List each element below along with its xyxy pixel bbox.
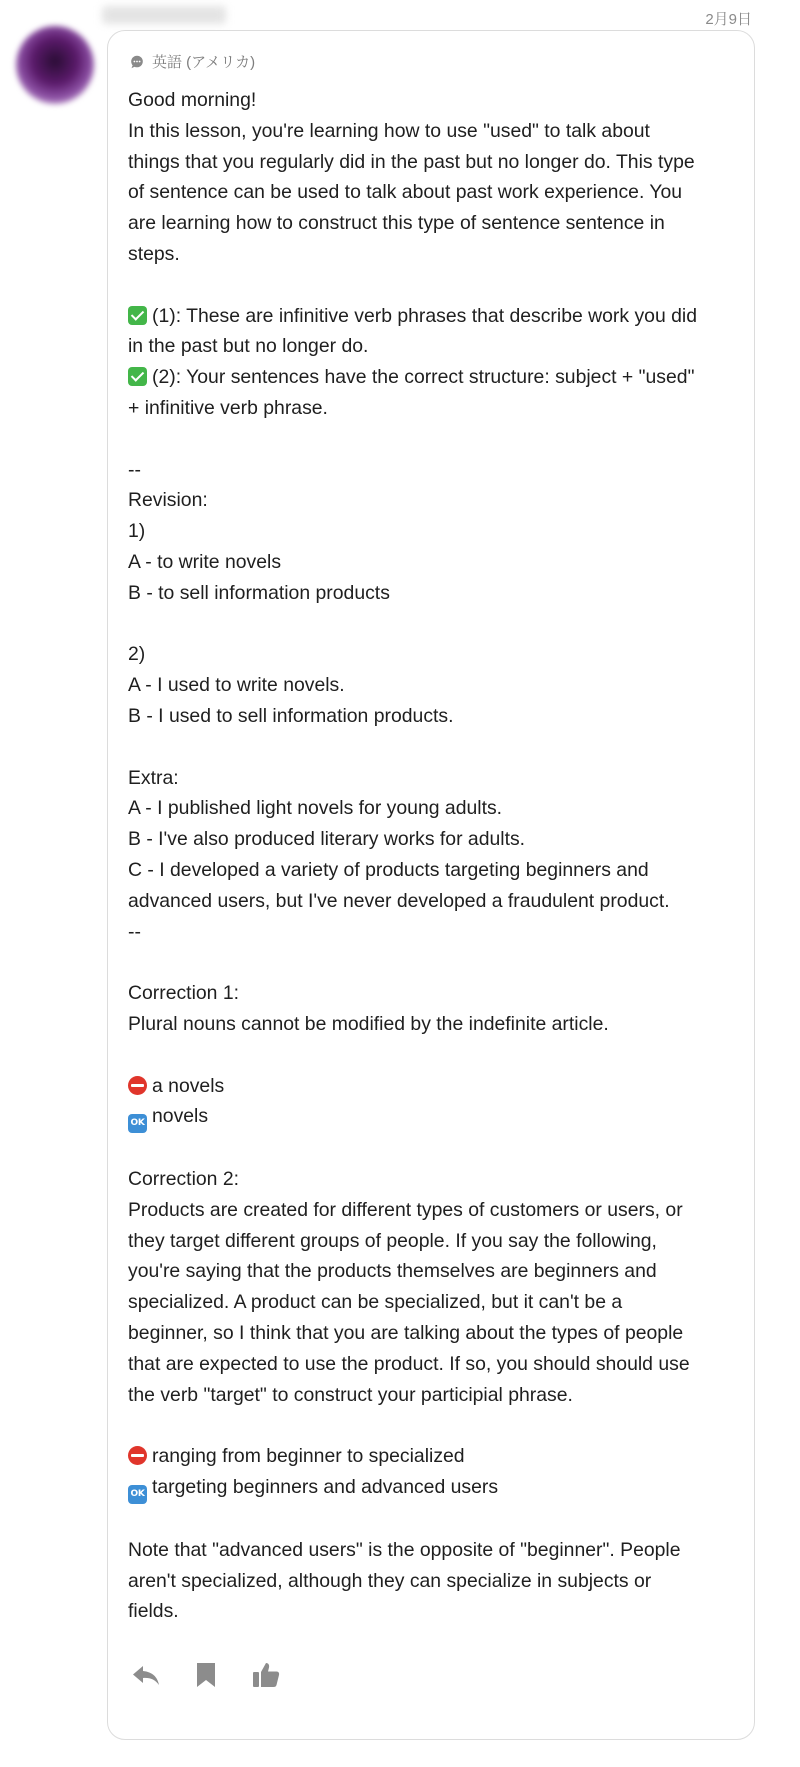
incorrect-example bbox=[128, 1441, 740, 1472]
body-line: A - I published light novels for young adults. bbox=[128, 797, 503, 820]
body-line: In this lesson, you're learning how to use "used" to talk about bbox=[128, 119, 650, 142]
body-line: aren't specialized, although they can specialize in subjects or bbox=[128, 1569, 652, 1592]
body-line: -- bbox=[128, 920, 141, 943]
body-line: that are expected to use the product. If so, you should should use bbox=[128, 1352, 690, 1375]
body-line: C - I developed a variety of products targeting beginners and bbox=[128, 858, 649, 881]
body-line: Revision: bbox=[128, 489, 208, 512]
blank-line bbox=[128, 424, 740, 455]
correct-example bbox=[128, 1472, 740, 1504]
check-mark-icon bbox=[128, 367, 147, 386]
like-button[interactable] bbox=[250, 1659, 282, 1691]
body-line: 2) bbox=[128, 643, 146, 666]
body-line: steps. bbox=[128, 242, 180, 265]
body-line: B - I've also produced literary works for adults. bbox=[128, 828, 526, 851]
ok-icon: OK bbox=[128, 1485, 147, 1504]
avatar[interactable] bbox=[16, 26, 94, 104]
body-line: 1) bbox=[128, 520, 146, 543]
body-line: are learning how to construct this type of sentence sentence in bbox=[128, 212, 665, 235]
body-line: (2): Your sentences have the correct structure: subject + "used" bbox=[152, 366, 695, 389]
incorrect-example bbox=[128, 1071, 740, 1102]
speech-bubble-icon bbox=[130, 55, 144, 69]
body-line: Good morning! bbox=[128, 89, 257, 111]
body-line: Correction 2: bbox=[128, 1168, 240, 1191]
body-line: specialized. A product can be specialized, but it can't be a bbox=[128, 1291, 623, 1314]
blank-line bbox=[128, 1133, 740, 1164]
body-line: B - I used to sell information products. bbox=[128, 704, 454, 727]
language-label: 英語 (アメリカ) bbox=[152, 54, 256, 71]
no-entry-icon bbox=[128, 1076, 147, 1095]
no-entry-icon bbox=[128, 1446, 147, 1465]
blank-line bbox=[128, 609, 740, 640]
thumbs-up-icon bbox=[250, 1659, 282, 1691]
body-line: things that you regularly did in the past but no longer do. This type bbox=[128, 150, 695, 173]
message-card bbox=[107, 30, 755, 1740]
ok-icon: OK bbox=[128, 1114, 147, 1133]
check-mark-icon bbox=[128, 306, 147, 325]
body-line: Correction 1: bbox=[128, 982, 240, 1005]
body-line: in the past but no longer do. bbox=[128, 335, 369, 358]
bookmark-icon bbox=[190, 1659, 222, 1691]
body-line: beginner, so I think that you are talking about the types of people bbox=[128, 1322, 684, 1345]
body-line: Extra: bbox=[128, 766, 179, 789]
body-line: B - to sell information products bbox=[128, 581, 390, 604]
body-line: Note that "advanced users" is the opposite of "beginner". People bbox=[128, 1538, 681, 1561]
blank-line bbox=[128, 1504, 740, 1535]
body-line: Products are created for different types of customers or users, or bbox=[128, 1198, 683, 1221]
body-line: A - I used to write novels. bbox=[128, 674, 345, 697]
body-line: ranging from beginner to specialized bbox=[152, 1445, 465, 1468]
body-line: A - to write novels bbox=[128, 550, 282, 573]
body-line: advanced users, but I've never developed a fraudulent product. bbox=[128, 889, 670, 912]
body-line: they target different groups of people. If you say the following, bbox=[128, 1229, 657, 1252]
action-bar bbox=[130, 1659, 282, 1691]
body-line: the verb "target" to construct your participial phrase. bbox=[128, 1383, 573, 1406]
blank-line bbox=[128, 270, 740, 301]
blank-line bbox=[128, 1040, 740, 1071]
body-line: of sentence can be used to talk about past work experience. You bbox=[128, 181, 683, 204]
blank-line bbox=[128, 947, 740, 978]
language-tag bbox=[130, 51, 255, 72]
correct-example bbox=[128, 1101, 740, 1133]
blank-line bbox=[128, 732, 740, 763]
body-line: + infinitive verb phrase. bbox=[128, 396, 328, 419]
reply-button[interactable] bbox=[130, 1659, 162, 1691]
reply-icon bbox=[130, 1659, 162, 1691]
body-line: you're saying that the products themselves are beginners and bbox=[128, 1260, 657, 1283]
body-line: a novels bbox=[152, 1074, 225, 1097]
body-line: (1): These are infinitive verb phrases that describe work you did bbox=[152, 304, 698, 327]
check-item bbox=[128, 301, 740, 332]
blank-line bbox=[128, 1410, 740, 1441]
body-line: Plural nouns cannot be modified by the indefinite article. bbox=[128, 1012, 609, 1035]
body-line: novels bbox=[152, 1105, 209, 1128]
body-line: fields. bbox=[128, 1600, 179, 1623]
bookmark-button[interactable] bbox=[190, 1659, 222, 1691]
message-body bbox=[128, 85, 740, 1627]
body-line: targeting beginners and advanced users bbox=[152, 1476, 499, 1499]
post-date: 2月9日 bbox=[705, 11, 752, 28]
body-line: -- bbox=[128, 458, 141, 481]
username-blurred bbox=[102, 6, 226, 24]
check-item bbox=[128, 362, 740, 393]
